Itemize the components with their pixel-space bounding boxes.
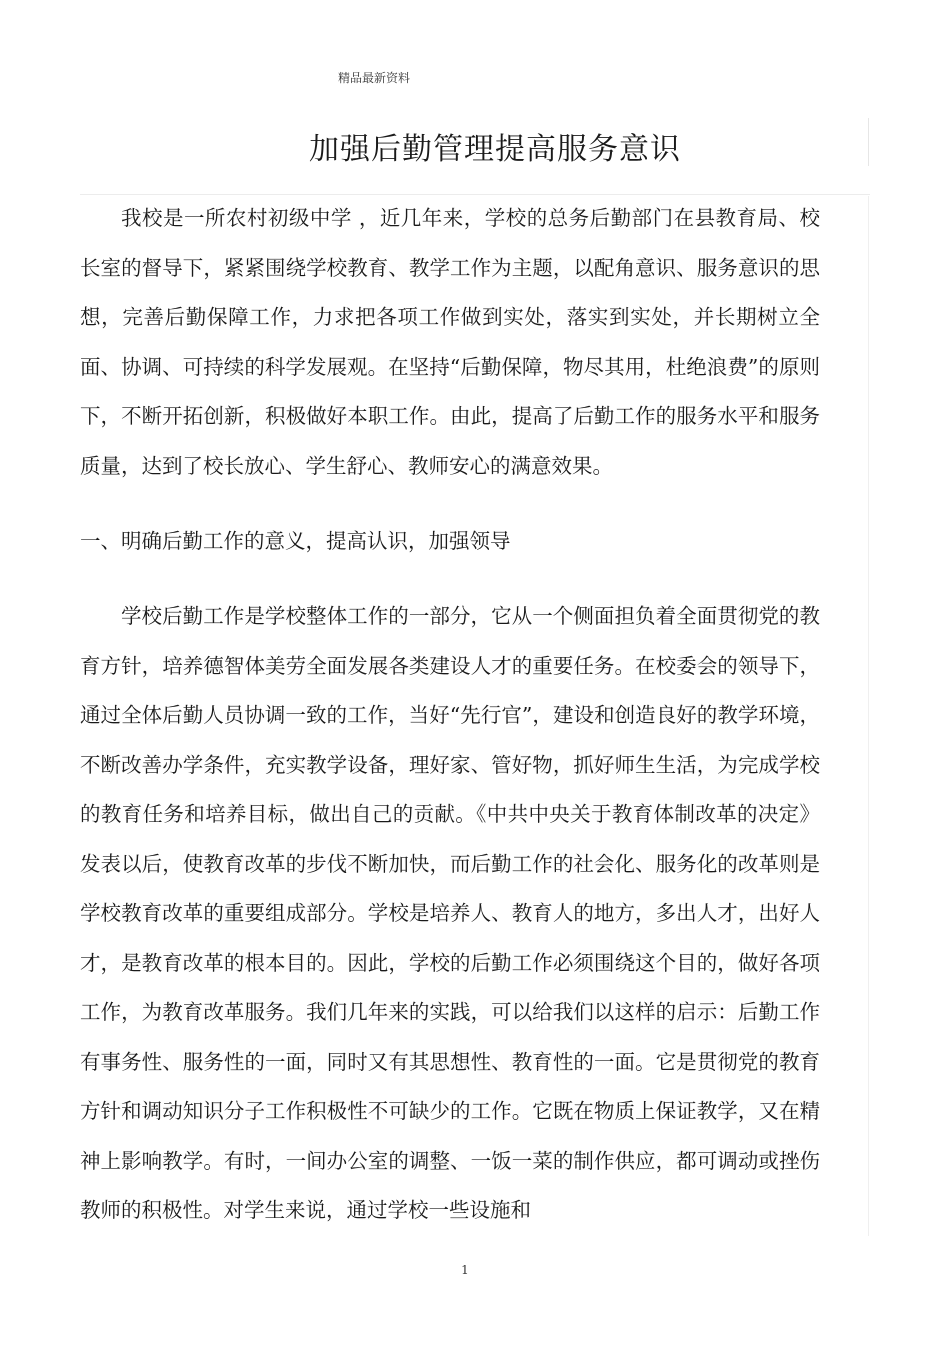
section-paragraph: 学校后勤工作是学校整体工作的一部分，它从一个侧面担负着全面贯彻党的教育方针，培养德智体美劳全面发展各类建设人才的重要任务。在校委会的领导下，通过全体后勤人员协调一致的工作，当好“先行官”，建设和创造良好的教学环境，不断改善办学条件，充实教学设备，理好家、管好物，抓好师生生活，为完成学校的教育任务和培养目标，做出自己的贡献。《中共中央关于教育体制改革的决定》发表以后，使教育改革的步伐不断加快，而后勤工作的社会化、服务化的改革则是学校教育改革的重要组成部分。学校是培养人、教育人的地方，多出人才，出好人才，是教育改革的根本目的。因此，学校的后勤工作必须围绕这个目的，做好各项工作，为教育改革服务。我们几年来的实践，可以给我们以这样的启示：后勤工作有事务性、服务性的一面，同时又有其思想性、教育性的一面。它是贯彻党的教育方针和调动知识分子工作积极性不可缺少的工作。它既在物质上保证教学，又在精神上影响教学。有时，一间办公室的调整、一饭一菜的制作供应，都可调动或挫伤教师的积极性。对学生来说，通过学校一些设施和: [80, 604, 820, 1222]
page-number: 1: [461, 1263, 469, 1277]
title-divider: [868, 118, 869, 166]
header-note: 精品最新资料: [338, 71, 411, 85]
side-rule: [868, 196, 869, 1236]
intro-paragraph: 我校是一所农村初级中学 ，近几年来，学校的总务后勤部门在县教育局、校长室的督导下，紧紧围绕学校教育、教学工作为主题，以配角意识、服务意识的思想，完善后勤保障工作，力求把各项工作做到实处，落实到实处，并长期树立全面、协调、可持续的科学发展观。在坚持“后勤保障，物尽其用，杜绝浪费”的原则下，不断开拓创新，积极做好本职工作。由此，提高了后勤工作的服务水平和服务质量，达到了校长放心、学生舒心、教师安心的满意效果。: [80, 206, 820, 478]
page-title: 加强后勤管理提高服务意识: [309, 132, 681, 167]
section-heading: 一、明确后勤工作的意义，提高认识，加强领导: [80, 529, 511, 553]
